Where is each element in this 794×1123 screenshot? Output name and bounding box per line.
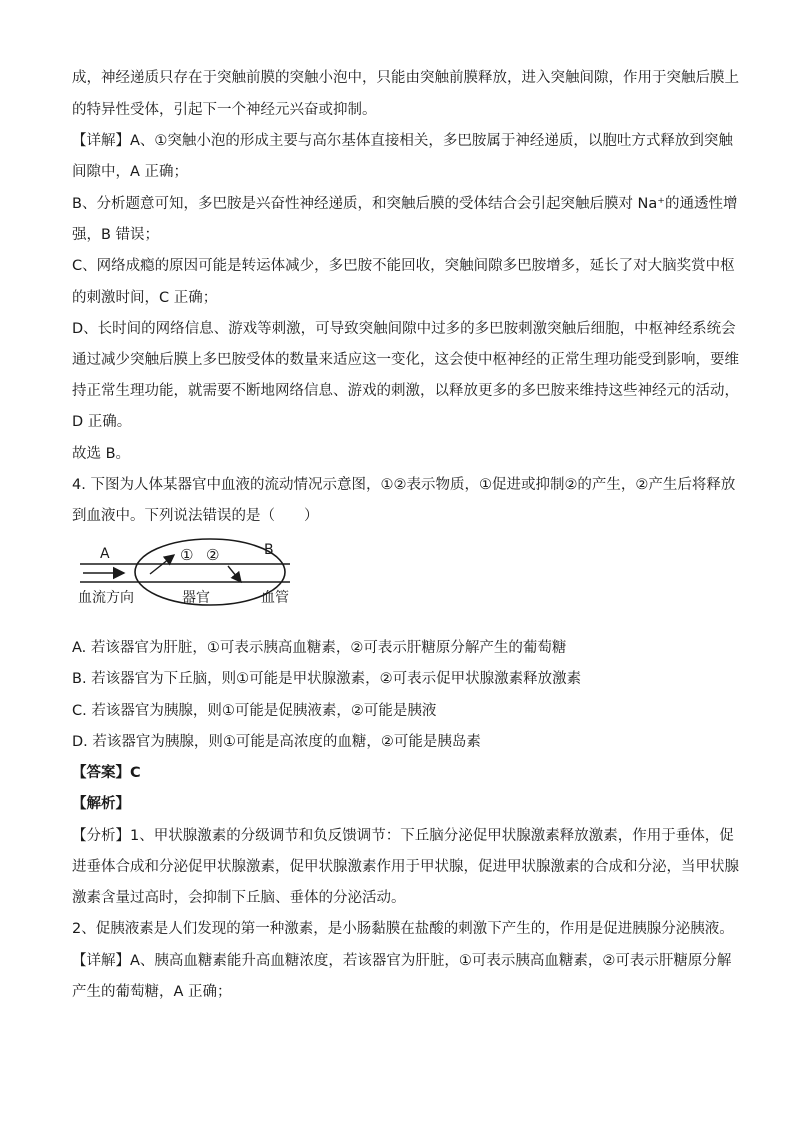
text-line: D 正确。 <box>72 414 132 430</box>
text-line: 的特异性受体，引起下一个神经元兴奋或抑制。 <box>72 102 377 118</box>
text-line: 产生的葡萄糖，A 正确； <box>72 984 232 1000</box>
label-a: A <box>100 546 110 562</box>
text-line: B、分析题意可知，多巴胺是兴奋性神经递质，和突触后膜的受体结合会引起突触后膜对 Na⁺的通透性增 <box>72 196 738 212</box>
text-line: 激素含量过高时，会抑制下丘脑、垂体的分泌活动。 <box>72 890 406 906</box>
analysis-label: 【解析】 <box>72 796 130 812</box>
label-substance-1: ① <box>180 546 194 564</box>
answer-label: 【答案】C <box>72 765 141 781</box>
label-vessel: 血管 <box>261 590 289 606</box>
text-line: 成，神经递质只存在于突触前膜的突触小泡中，只能由突触前膜释放，进入突触间隙，作用于突触后膜上 <box>72 70 739 86</box>
option-c: C. 若该器官为胰腺，则①可能是促胰液素，②可能是胰液 <box>72 703 437 719</box>
option-d: D. 若该器官为胰腺，则①可能是高浓度的血糖，②可能是胰岛素 <box>72 734 481 750</box>
text-line: 的刺激时间，C 正确； <box>72 290 218 306</box>
text-line: C、网络成瘾的原因可能是转运体减少，多巴胺不能回收，突触间隙多巴胺增多，延长了对大脑奖赏中枢 <box>72 258 735 274</box>
blood-flow-diagram <box>78 532 300 614</box>
label-substance-2: ② <box>206 546 220 564</box>
text-line: 进垂体合成和分泌促甲状腺激素，促甲状腺激素作用于甲状腺，促进甲状腺激素的合成和分泌，当甲状腺 <box>72 859 739 875</box>
text-line: 故选 B。 <box>72 446 131 462</box>
text-line: D、长时间的网络信息、游戏等刺激，可导致突触间隙中过多的多巴胺刺激突触后细胞，中枢神经系统会 <box>72 321 736 337</box>
text-line: 【详解】A、①突触小泡的形成主要与高尔基体直接相关，多巴胺属于神经递质，以胞吐方式释放到突触 <box>72 133 733 149</box>
label-b: B <box>264 542 274 558</box>
label-organ: 器官 <box>182 590 210 606</box>
question-stem: 到血液中。下列说法错误的是（ ） <box>72 508 319 524</box>
arrow-2-in <box>228 566 241 582</box>
text-line: 强，B 错误； <box>72 227 160 243</box>
question-stem: 4. 下图为人体某器官中血液的流动情况示意图，①②表示物质，①促进或抑制②的产生，②产生后将释放 <box>72 477 736 493</box>
option-b: B. 若该器官为下丘脑，则①可能是甲状腺激素，②可表示促甲状腺激素释放激素 <box>72 671 582 687</box>
text-line: 【详解】A、胰高血糖素能升高血糖浓度，若该器官为肝脏，①可表示胰高血糖素，②可表示肝糖原分解 <box>72 953 732 969</box>
text-line: 持正常生理功能，就需要不断地网络信息、游戏的刺激，以释放更多的多巴胺来维持这些神经元的活动， <box>72 383 739 399</box>
text-line: 2、促胰液素是人们发现的第一种激素，是小肠黏膜在盐酸的刺激下产生的，作用是促进胰腺分泌胰液。 <box>72 921 734 937</box>
text-line: 通过减少突触后膜上多巴胺受体的数量来适应这一变化，这会使中枢神经的正常生理功能受到影响，要维 <box>72 352 739 368</box>
option-a: A. 若该器官为肝脏，①可表示胰高血糖素，②可表示肝糖原分解产生的葡萄糖 <box>72 640 567 656</box>
text-line: 【分析】1、甲状腺激素的分级调节和负反馈调节：下丘脑分泌促甲状腺激素释放激素，作用于垂体，促 <box>72 828 734 844</box>
label-flow-direction: 血流方向 <box>78 590 134 606</box>
text-line: 间隙中，A 正确； <box>72 164 189 180</box>
